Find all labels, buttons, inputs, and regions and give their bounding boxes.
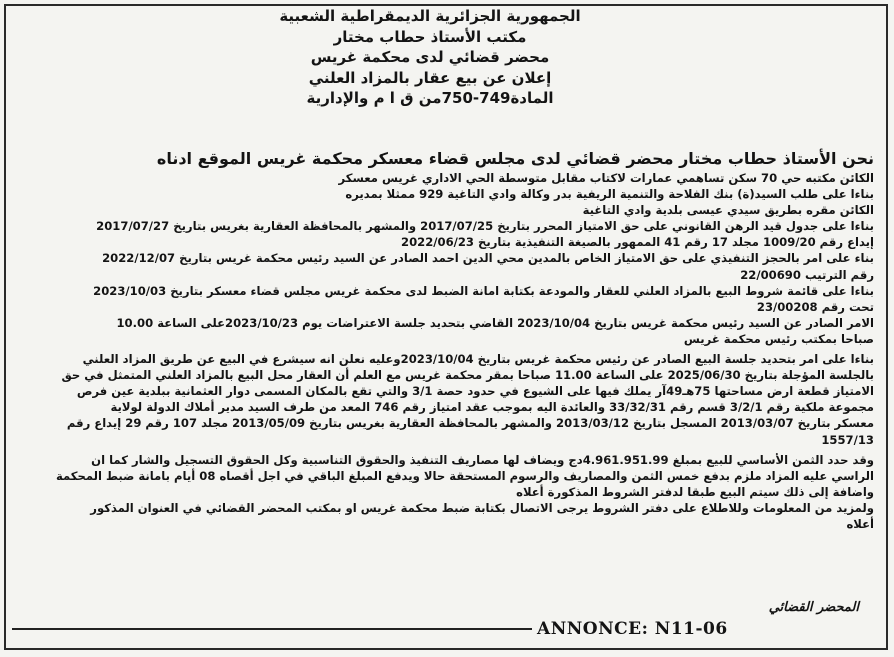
- body-line: بناءا على جدول قيد الرهن القانوني على حق الامتياز المحرر بتاريخ 2017/07/25 والمشهر بالمحافظة العقارية بغريس بتاريخ 2017/07/27: [96, 219, 874, 234]
- header-bailiff: محضر قضائي لدى محكمة غريس: [310, 48, 550, 66]
- header-article: المادة749-750من ق ا م والإدارية: [306, 89, 554, 107]
- body-line: إيداع رقم 1009/20 مجلد 17 رقم 41 الممهور بالصيغة التنفيذية بتاريخ 2022/06/23: [401, 235, 874, 250]
- body-line: تحت رقم 23/00208: [756, 299, 874, 314]
- body-line: رقم الترتيب 22/00690: [740, 267, 874, 282]
- notice-body: [24, 170, 874, 532]
- letterhead: [150, 6, 710, 109]
- body-line: بناءا على طلب السيد(ة) بنك الفلاحة والتنمية الريفية بدر وكالة وادي التاغية 929 ممثلا بمديره: [345, 187, 874, 202]
- notice-title: نحن الأستاذ حطاب مختار محضر قضائي لدى مجلس قضاء معسكر محكمة غريس الموقع ادناه: [156, 149, 874, 168]
- header-office: مكتب الأستاذ حطاب مختار: [333, 27, 527, 46]
- header-announcement: إعلان عن بيع عقار بالمزاد العلني: [308, 68, 552, 87]
- body-line: بناءا على قائمة شروط البيع بالمزاد العلني للعقار والمودعة بكتابة امانة الضبط لدى محكمة غريس مجلس قضاء معسكر بتاريخ 2023/10/03: [93, 283, 874, 298]
- body-line: بناءا على امر بتحديد جلسة البيع الصادر عن رئيس محكمة غريس بتاريخ 2023/10/04وعليه نعلن انه سيشرع في البيع عن طريق المزاد العلني: [82, 352, 874, 367]
- body-line: بالجلسة المؤجلة بتاريخ 2025/06/30 على الساعة 11.00 صباحا بمقر محكمة غريس مع العلم أن العقار محل البيع بالمزاد العلني المتمثل في حق: [61, 368, 874, 383]
- body-line: وقد حدد الثمن الأساسي للبيع بمبلغ 4.961.951.99دج ويضاف لها مصاريف التنفيذ والحقوق التناسبية وكل الحقوق التسجيل والشار كما ان: [91, 452, 874, 467]
- body-line: الامر الصادر عن السيد رئيس محكمة غريس بتاريخ 2023/10/04 القاضي بتحديد جلسة الاعتراضات يوم 2023/10/23على الساعة 10.00: [116, 315, 874, 330]
- body-line: الامتياز قطعة ارض مساحتها 75هـ49آر يملك فيها على الشيوع في حدود حصة 3/1 والتي تقع بالمكان المسمى دوار العثمانية ببلدية عين فرص: [76, 384, 874, 399]
- body-line: الكائن مكتبه حي 70 سكن تساهمي عمارات لاكتاب مقابل متوسطة الحي الاداري غريس معسكر: [338, 171, 874, 185]
- body-line: أعلاه: [846, 516, 874, 531]
- body-line: واضافة إلى ذلك سيتم البيع طبقا لدفتر الشروط المذكورة أعلاه: [516, 484, 874, 499]
- body-line: معسكر بتاريخ 2013/03/07 المسجل بتاريخ 2013/03/12 والمشهر بالمحافظة العقارية بغريس بتاريخ 2013/05/09 مجلد 107 رقم 29 إيداع رقم: [66, 416, 874, 431]
- body-line: ولمزيد من المعلومات وللاطلاع على دفتر الشروط يرجى الاتصال بكتابة ضبط محكمة غريس او بمكتب المحضر القضائي في العنوان المذكور: [90, 500, 874, 515]
- annonce-number: ANNONCE: N11-06: [537, 619, 728, 639]
- body-line: 1557/13: [821, 432, 874, 447]
- body-line: الكائن مقره بطريق سيدي عيسى بلدية وادي التاغية: [582, 203, 874, 218]
- body-line: مجموعة ملكية رقم 3/2/1 قسم رقم 33/32/31 والعائدة اليه بموجب عقد امتياز رقم 746 المعد من طرف السيد مدير أملاك الدولة لولاية: [110, 400, 874, 415]
- bottom-rule: [12, 628, 532, 630]
- body-line: بناء على امر بالحجز التنفيذي على حق الامتياز الخاص بالمدين محي الدين احمد الصادر عن السيد رئيس محكمة غريس بتاريخ 2022/12/07: [102, 251, 874, 266]
- header-republic: الجمهورية الجزائرية الديمقراطية الشعبية: [279, 7, 581, 25]
- body-line: الراسي عليه المزاد ملزم بدفع خمس الثمن والمصاريف والرسوم المستحقة حالا ويدفع المبلغ الباقي في اجل أقصاه 08 أيام بامانة ضبط المحكمة: [55, 468, 874, 483]
- signature: المحضر القضائي: [768, 600, 859, 615]
- body-line: صباحا بمكتب رئيس محكمة غريس: [683, 331, 874, 346]
